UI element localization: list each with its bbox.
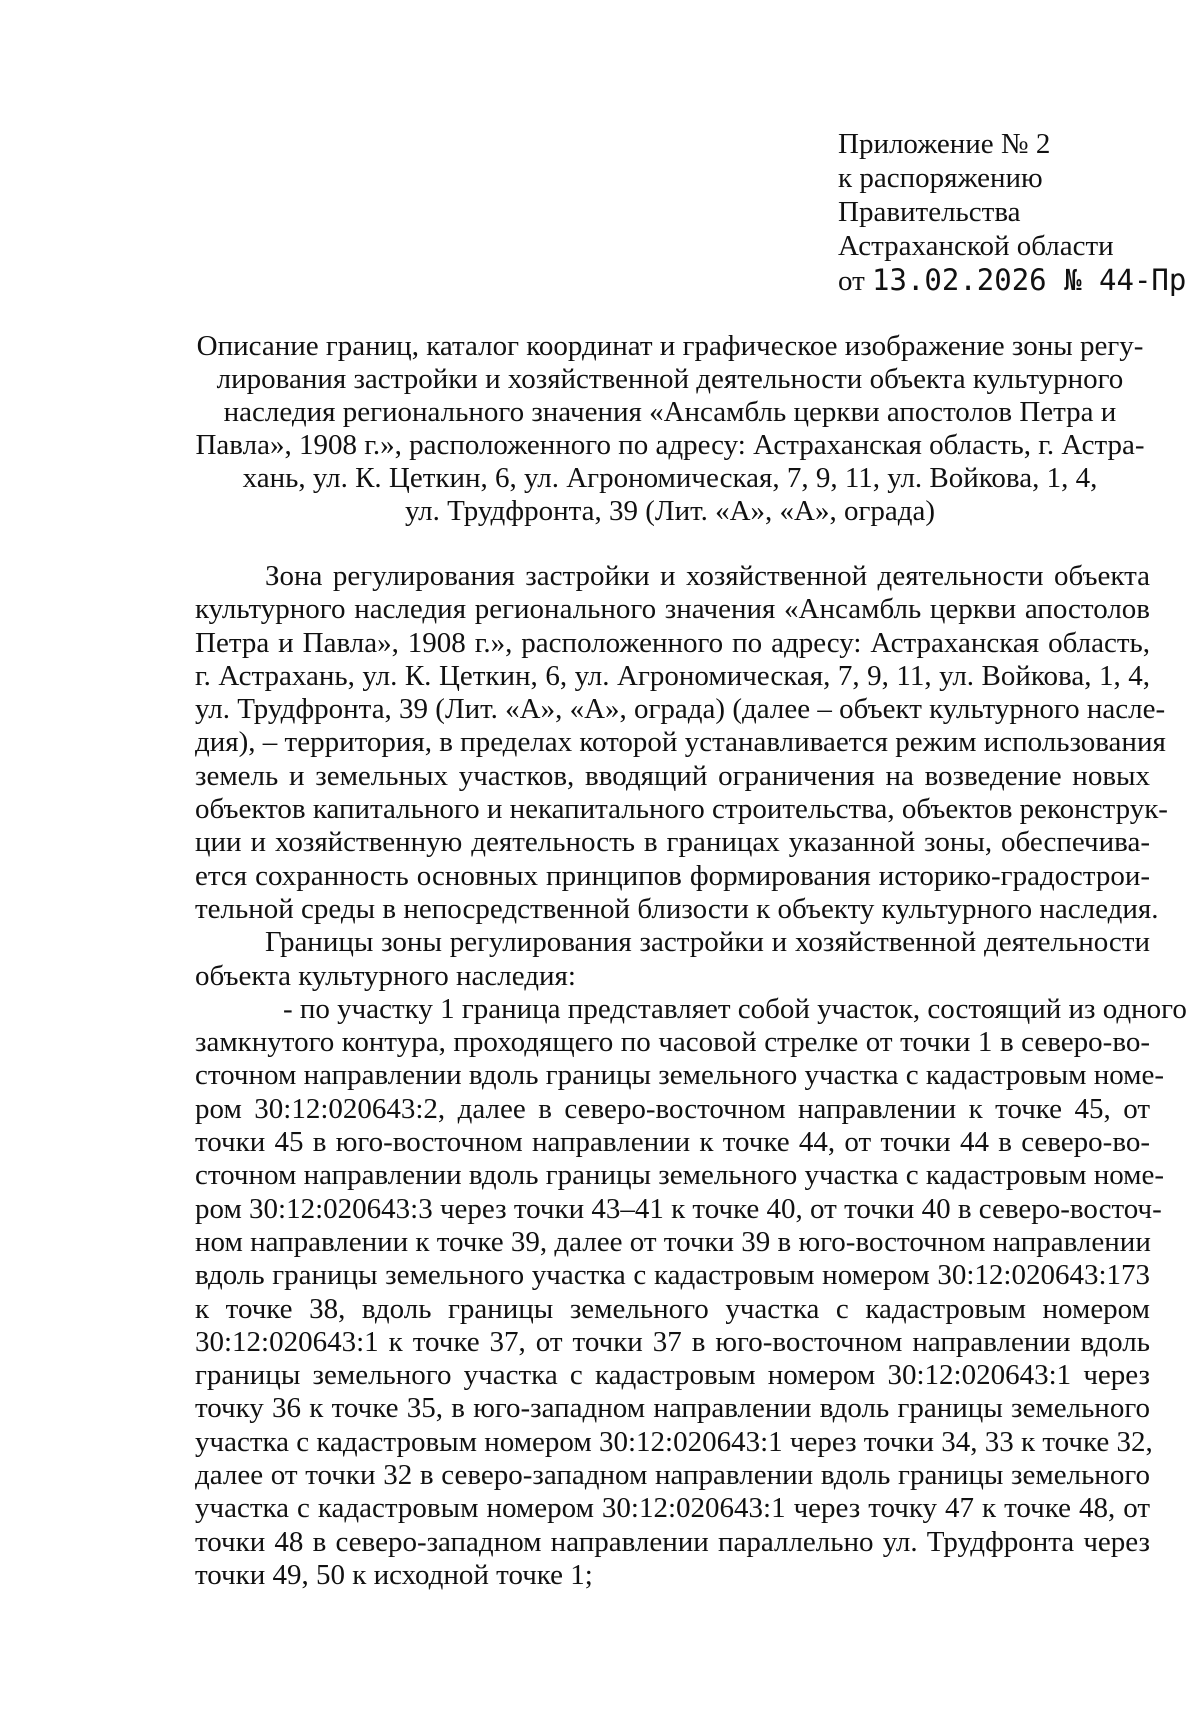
title-line: лирования застройки и хозяйственной деятельности объекта культурного [216, 363, 1124, 395]
text-line: ется сохранность основных принципов формирования историко-градострои- [195, 859, 1150, 892]
paragraph-boundaries-intro [195, 926, 1150, 993]
document-body [195, 560, 1187, 1592]
appendix-date-number: 13.02.2026 № 44-Пр [872, 263, 1187, 297]
title-line: ул. Трудфронта, 39 (Лит. «А», «А», ограда) [404, 495, 936, 527]
text-line: сточном направлении вдоль границы земельного участка с кадастровым номе- [195, 1159, 1165, 1192]
text-line: вдоль границы земельного участка с кадастровым номером 30:12:020643:173 [195, 1259, 1150, 1292]
text-line: культурного наследия регионального значения «Ансамбль церкви апостолов [195, 593, 1150, 626]
text-line: Петра и Павла», 1908 г.», расположенного по адресу: Астраханская область, [195, 626, 1150, 659]
appendix-header [838, 127, 1186, 298]
paragraph-plot-1-boundary [195, 992, 1187, 1592]
title-line: хань, ул. К. Цеткин, 6, ул. Агрономическая, 7, 9, 11, ул. Войкова, 1, 4, [242, 462, 1098, 494]
text-line: далее от точки 32 в северо-западном направлении вдоль границы земельного [195, 1459, 1150, 1492]
text-line: ном направлении к точке 39, далее от точки 39 в юго-восточном направлении [195, 1225, 1151, 1258]
text-line: дия), – территория, в пределах которой устанавливается режим использования [195, 726, 1166, 759]
text-line: объектов капитального и некапитального строительства, объектов реконструк- [195, 793, 1168, 826]
appendix-number: Приложение № 2 [838, 128, 1051, 160]
text-line: точки 45 в юго-восточном направлении к точке 44, от точки 44 в северо-во- [195, 1126, 1150, 1159]
text-line: к точке 38, вдоль границы земельного участка с кадастровым номером [195, 1292, 1150, 1325]
appendix-order-ref: к распоряжению [838, 162, 1043, 194]
title-line: наследия регионального значения «Ансамбль церкви апостолов Петра и [223, 396, 1117, 428]
appendix-date-prefix: от [838, 265, 865, 297]
text-line: тельной среды в непосредственной близости к объекту культурного наследия. [195, 892, 1159, 925]
paragraph-zone-definition [195, 560, 1168, 926]
text-line: ром 30:12:020643:2, далее в северо-восточном направлении к точке 45, от [195, 1092, 1150, 1125]
title-line: Павла», 1908 г.», расположенного по адресу: Астраханская область, г. Астра- [195, 429, 1145, 461]
appendix-region: Астраханской области [838, 230, 1114, 262]
text-line: г. Астрахань, ул. К. Цеткин, 6, ул. Агрономическая, 7, 9, 11, ул. Войкова, 1, 4, [195, 659, 1150, 692]
text-line: земель и земельных участков, вводящий ограничения на возведение новых [195, 759, 1150, 792]
text-line: точку 36 к точке 35, в юго-западном направлении вдоль границы земельного [195, 1392, 1150, 1425]
text-line: замкнутого контура, проходящего по часовой стрелке от точки 1 в северо-во- [195, 1026, 1150, 1059]
appendix-government: Правительства [838, 196, 1021, 228]
appendix-date-line [838, 263, 1186, 298]
text-line: объекта культурного наследия: [195, 959, 576, 992]
text-line: ции и хозяйственную деятельность в границах указанной зоны, обеспечива- [195, 826, 1150, 859]
text-line: ул. Трудфронта, 39 (Лит. «А», «А», ограда) (далее – объект культурного насле- [195, 693, 1166, 726]
text-line: границы земельного участка с кадастровым номером 30:12:020643:1 через [195, 1359, 1150, 1392]
text-line: участка с кадастровым номером 30:12:020643:1 через точки 34, 33 к точке 32, [195, 1425, 1153, 1458]
text-line: - по участку 1 граница представляет собой участок, состоящий из одного [283, 992, 1187, 1025]
text-line: сточном направлении вдоль границы земельного участка с кадастровым номе- [195, 1059, 1165, 1092]
text-line: участка с кадастровым номером 30:12:020643:1 через точку 47 к точке 48, от [195, 1492, 1150, 1525]
text-line: точки 48 в северо-западном направлении параллельно ул. Трудфронта через [195, 1525, 1150, 1558]
title-line: Описание границ, каталог координат и графическое изображение зоны регу- [196, 330, 1144, 362]
text-line: 30:12:020643:1 к точке 37, от точки 37 в юго-восточном направлении вдоль [195, 1325, 1150, 1358]
text-line: Зона регулирования застройки и хозяйственной деятельности объекта [265, 560, 1150, 592]
text-line: точки 49, 50 к исходной точке 1; [195, 1558, 593, 1591]
text-line: Границы зоны регулирования застройки и хозяйственной деятельности [265, 926, 1150, 959]
document-title [190, 330, 1150, 528]
text-line: ром 30:12:020643:3 через точки 43–41 к точке 40, от точки 40 в северо-восточ- [195, 1192, 1162, 1225]
